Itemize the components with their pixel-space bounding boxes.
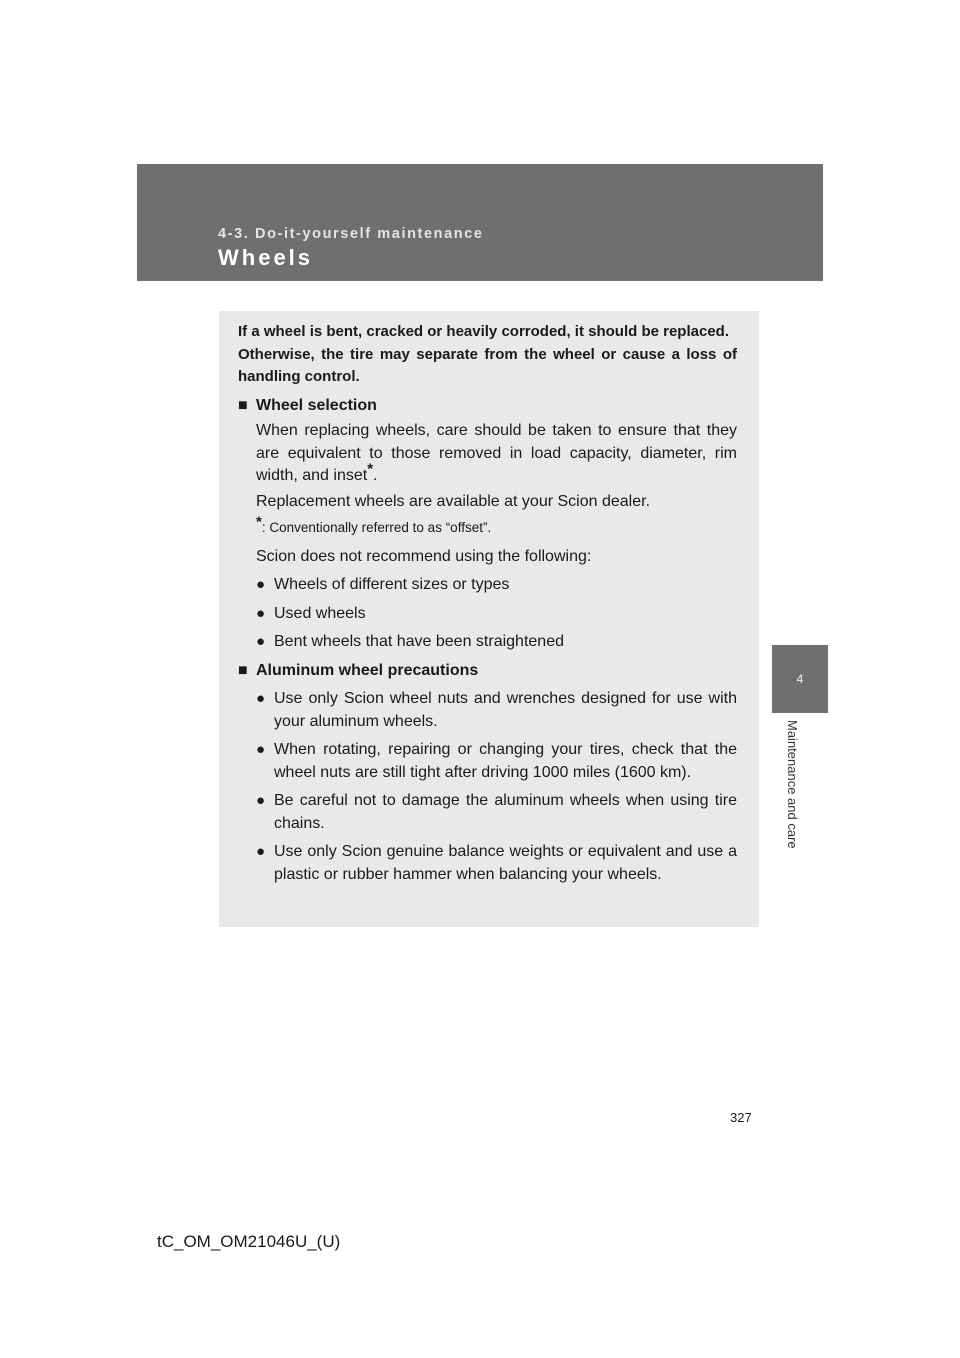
list-item	[256, 688, 737, 733]
bullet-dot-icon: ●	[256, 843, 266, 860]
asterisk-mark: *	[367, 460, 374, 478]
wheel-selection-para-1	[256, 420, 737, 488]
footnote	[256, 513, 737, 540]
square-bullet-icon: ■	[238, 396, 248, 414]
aluminum-body	[238, 688, 737, 886]
wheel-selection-body	[238, 420, 737, 654]
list-item	[256, 631, 737, 654]
section-label: 4-3. Do-it-yourself maintenance	[218, 226, 484, 242]
chapter-tab: 4	[772, 645, 828, 713]
chapter-label: Maintenance and care	[785, 720, 800, 849]
content-box	[219, 311, 759, 927]
para-1-text: When replacing wheels, care should be taken to ensure that they are equivalent to those removed in load capacity, diameter, rim width, and inset	[256, 422, 737, 484]
list-item	[256, 739, 737, 784]
page-title: Wheels	[218, 245, 314, 270]
page-number: 327	[730, 1110, 752, 1125]
list-item	[256, 790, 737, 835]
bullet-dot-icon: ●	[256, 690, 266, 707]
list-item	[256, 574, 737, 597]
list-item-text: Wheels of different sizes or types	[274, 576, 510, 593]
list-item-text: Bent wheels that have been straightened	[274, 633, 564, 650]
wheel-selection-title: Wheel selection	[256, 396, 377, 414]
bullet-dot-icon: ●	[256, 633, 266, 650]
bullet-dot-icon: ●	[256, 604, 266, 622]
page-header	[137, 164, 823, 281]
list-item	[256, 841, 737, 886]
wheel-selection-para-3: Scion does not recommend using the following:	[256, 547, 592, 565]
bullet-dot-icon: ●	[256, 741, 266, 758]
list-item-text: Be careful not to damage the aluminum wheels when using tire chains.	[274, 792, 737, 832]
wheel-selection-para-2: Replacement wheels are available at your Scion dealer.	[256, 492, 651, 510]
list-item-text: Use only Scion genuine balance weights or equivalent and use a plastic or rubber hammer when balancing your wheels.	[274, 843, 737, 883]
aluminum-title: Aluminum wheel precautions	[256, 661, 479, 679]
aluminum-heading	[238, 660, 737, 683]
bullet-dot-icon: ●	[256, 792, 266, 809]
intro-line-2: Otherwise, the tire may separate from the wheel or cause a loss of handling control.	[238, 345, 737, 385]
intro-line-1: If a wheel is bent, cracked or heavily corroded, it should be replaced.	[238, 323, 729, 340]
document-code: tC_OM_OM21046U_(U)	[157, 1232, 341, 1251]
wheel-selection-heading	[238, 395, 737, 418]
para-1-end: .	[373, 467, 378, 484]
bullet-dot-icon: ●	[256, 576, 266, 593]
list-item-text: Use only Scion wheel nuts and wrenches designed for use with your aluminum wheels.	[274, 690, 737, 730]
footnote-asterisk: *	[256, 513, 262, 531]
square-bullet-icon: ■	[238, 661, 248, 679]
intro-text	[238, 321, 737, 389]
footnote-text: : Conventionally referred to as “offset”.	[261, 520, 492, 535]
list-item	[256, 603, 737, 626]
list-item-text: When rotating, repairing or changing your tires, check that the wheel nuts are still tight after driving 1000 miles (1600 km).	[274, 741, 737, 781]
list-item-text: Used wheels	[274, 604, 366, 622]
